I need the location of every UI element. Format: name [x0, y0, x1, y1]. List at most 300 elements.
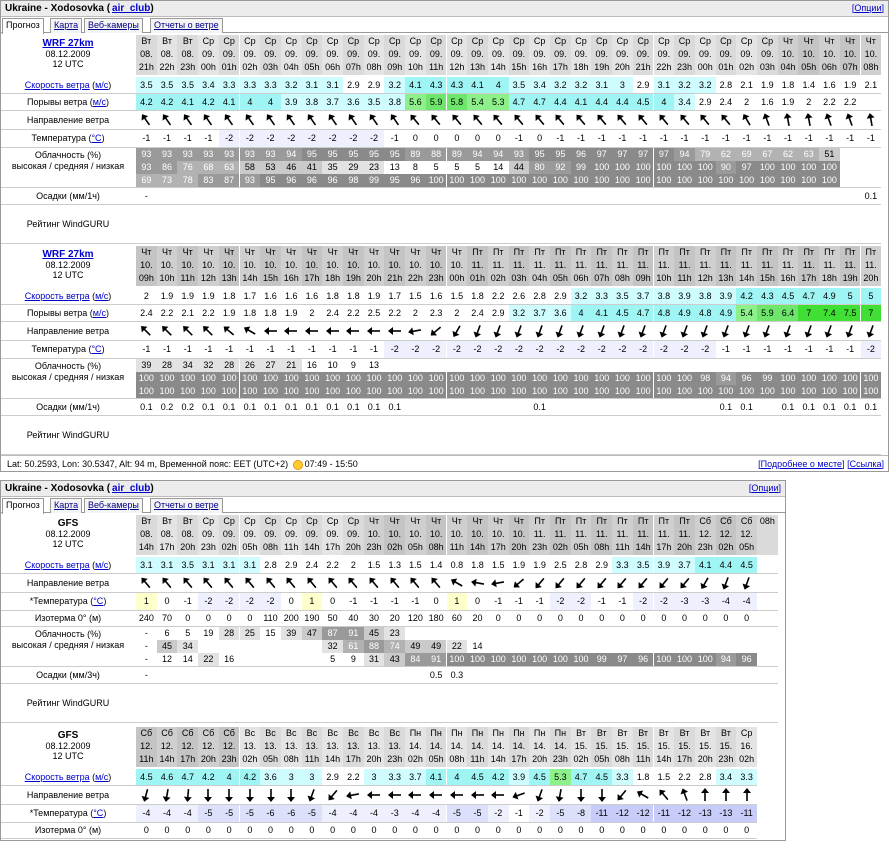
day-label: Вс	[265, 728, 276, 738]
wind-speed-link[interactable]: Скорость ветра	[24, 291, 90, 301]
wind-direction-label: Направление ветра	[26, 115, 110, 125]
day-label: Ср	[347, 516, 360, 526]
isotherm-cell: 120	[405, 611, 426, 626]
day-label: Ср	[595, 36, 608, 46]
precipitation-cell	[405, 667, 426, 683]
cloud-cover-cell: 100	[591, 385, 612, 398]
wind-speed-cell: 2.8	[529, 288, 550, 304]
windguru-rating-label: Рейтинг WindGURU	[26, 698, 110, 708]
wind-speed-cell: 3.4	[198, 77, 219, 93]
day-label: Ср	[285, 36, 297, 46]
panel-titlebar: Ukraine - Xodosovka ( air_club) [Опции]	[1, 1, 888, 17]
cloud-cover-cell: 9	[343, 653, 364, 666]
day-label: Сб	[740, 516, 753, 526]
temperature-cell: -2	[384, 341, 405, 358]
wind-direction-arrow-icon	[843, 113, 857, 127]
cloud-cover-cell: 100	[654, 653, 675, 666]
temperature-cell: -5	[302, 805, 323, 822]
time-header-cell	[488, 246, 509, 286]
day-label: Пн	[533, 728, 546, 738]
tab-wind-reports[interactable]: Отчеты о ветре	[150, 498, 223, 513]
temperature-cell: -4	[405, 805, 426, 822]
date-label: 09.	[264, 529, 277, 539]
hour-label: 14h	[138, 542, 154, 552]
day-label: Ср	[533, 36, 546, 46]
hour-label: 08h	[449, 754, 465, 764]
wind-direction-arrow-icon	[760, 324, 774, 338]
temperature-cell: -1	[405, 593, 426, 610]
precipitation-cell: 0.1	[364, 399, 385, 415]
day-label: Вт	[638, 728, 649, 738]
day-label: Пн	[554, 728, 567, 738]
isotherm-cell: 0	[674, 823, 695, 838]
cloud-cover-cell: 95	[384, 148, 405, 161]
wind-gusts-cell: 2	[736, 94, 757, 110]
wind-gusts-cell: 5.9	[757, 305, 778, 321]
wind-gusts-cell: 4.2	[157, 94, 178, 110]
cloud-cover-cell: 69	[136, 174, 157, 187]
more-about-spot-link[interactable]: [Подробнее о месте]	[758, 459, 845, 469]
time-header-cell	[488, 35, 509, 75]
day-label: Чт	[306, 247, 317, 257]
model-name-link[interactable]: GFS	[57, 518, 79, 529]
wind-gusts-cell: 3.6	[550, 305, 571, 321]
wind-direction-arrow-icon	[201, 324, 215, 338]
cloud-cover-cell: 63	[798, 148, 819, 161]
options-link[interactable]: [Опции]	[851, 3, 884, 13]
precipitation-cell	[302, 188, 323, 204]
units-link[interactable]: м/с	[95, 291, 109, 301]
wind-direction-arrow-icon	[388, 113, 402, 127]
cloud-cover-cell: 96	[281, 174, 302, 187]
wind-gusts-cell: 4.7	[509, 94, 530, 110]
link-link[interactable]: [Ссылка]	[847, 459, 884, 469]
wind-direction-arrow-icon	[678, 113, 692, 127]
precipitation-cell: 0.1	[716, 399, 737, 415]
isotherm-cell: 0	[447, 823, 468, 838]
temperature-label: Температура (°C)	[31, 133, 105, 143]
wind-direction-arrow-icon	[388, 576, 402, 590]
cloud-cover-cell: 100	[302, 385, 323, 398]
wind-speed-cell: 1.9	[757, 77, 778, 93]
time-header-cell	[384, 727, 405, 767]
wind-speed-cell: 2.6	[509, 288, 530, 304]
hour-label: 22h	[407, 273, 423, 283]
cloud-cover-cell: 27	[260, 359, 281, 372]
date-label: 09.	[471, 49, 484, 59]
wind-speed-cell: 3.1	[322, 77, 343, 93]
date-label: 09.	[616, 49, 629, 59]
isotherm-cell: 0	[488, 823, 509, 838]
cloud-cover-cell: 100	[509, 372, 530, 385]
cloud-cover-cell: 97	[633, 148, 654, 161]
hour-label: 13h	[221, 273, 237, 283]
date-label: 09.	[636, 49, 650, 59]
day-label: Вт	[141, 516, 152, 526]
units-link[interactable]: м/с	[95, 772, 109, 782]
temperature-cell: -1	[819, 341, 840, 358]
tab-wind-reports[interactable]: Отчеты о ветре	[150, 18, 223, 33]
temperature-cell: 0	[426, 130, 447, 147]
wind-direction-arrow-icon	[264, 576, 278, 590]
cloud-cover-cell: 100	[405, 372, 426, 385]
isotherm-cell: 110	[260, 611, 281, 626]
day-label: Чт	[182, 247, 193, 257]
wind-speed-cell: 3.4	[529, 77, 550, 93]
cloud-cover-cell: 73	[157, 174, 178, 187]
temperature-cell: 0	[488, 130, 509, 147]
temperature-cell: -1	[529, 593, 550, 610]
date-label: 14.	[450, 741, 464, 751]
hour-label: 02h	[739, 754, 755, 764]
time-header-cell	[302, 727, 323, 767]
model-info	[1, 246, 135, 286]
precipitation-cell	[591, 399, 612, 415]
row-separator	[1, 243, 881, 244]
model-name-link[interactable]: WRF 27km	[42, 249, 94, 260]
day-label: Ср	[761, 36, 774, 46]
day-label: Чт	[824, 36, 835, 46]
wind-speed-cell: 3	[281, 769, 302, 785]
date-label: 10.	[429, 260, 443, 270]
hour-label: 05h	[594, 754, 610, 764]
cloud-cover-cell: 100	[467, 653, 488, 666]
temperature-cell: -2	[529, 805, 550, 822]
temperature-cell: -1	[364, 341, 385, 358]
hour-label: 23h	[718, 754, 734, 764]
date-label: 09.	[512, 49, 526, 59]
cloud-cover-cell: 67	[757, 148, 778, 161]
precipitation-cell: 0.1	[343, 399, 364, 415]
wind-direction-arrow-icon	[843, 324, 857, 338]
wind-direction-arrow-icon	[512, 113, 526, 127]
hour-label: 08h	[594, 542, 610, 552]
wind-gusts-cell: 4	[260, 94, 281, 110]
hour-label: 06h	[325, 62, 341, 72]
wind-direction-arrow-icon	[719, 576, 733, 590]
wind-speed-link[interactable]: Скорость ветра	[24, 772, 90, 782]
temperature-cell: -2	[488, 805, 509, 822]
time-header-cell	[281, 515, 302, 555]
wind-speed-cell: 4.5	[736, 557, 757, 573]
precipitation-cell: 0.3	[447, 667, 468, 683]
isotherm-cell: 60	[447, 611, 468, 626]
day-label: Чт	[803, 36, 814, 46]
temperature-cell: -2	[695, 341, 716, 358]
temperature-cell: -1	[240, 341, 261, 358]
time-header-cell	[674, 246, 695, 286]
precipitation-cell	[343, 188, 364, 204]
wind-direction-arrow-icon	[491, 576, 505, 590]
wind-speed-cell: 3.3	[384, 769, 405, 785]
cloud-cover-cell: 23	[364, 161, 385, 174]
sun-icon	[293, 460, 303, 470]
wind-speed-cell: 3.1	[136, 557, 157, 573]
wind-direction-arrow-icon	[553, 576, 567, 590]
cloud-cover-cell: 95	[384, 174, 405, 187]
hour-label: 04h	[532, 273, 548, 283]
time-header-cell	[219, 35, 240, 75]
cloud-cover-cell: 22	[447, 640, 468, 653]
hour-label: 17h	[511, 754, 527, 764]
isotherm-cell: 0	[177, 823, 198, 838]
cloud-cover-cell: 95	[364, 148, 385, 161]
time-header-cell	[819, 35, 840, 75]
wind-direction-arrow-icon	[222, 788, 236, 802]
day-label: Ср	[285, 516, 297, 526]
cloud-cover-cell: 99	[591, 653, 612, 666]
isotherm-cell: 0	[716, 611, 737, 626]
wind-direction-arrow-icon	[408, 324, 422, 338]
wind-direction-arrow-icon	[326, 324, 340, 338]
time-header-cell	[840, 35, 861, 75]
cloud-cover-cell: 45	[364, 627, 385, 640]
temperature-cell: -1	[509, 593, 530, 610]
cloud-cover-cell: 93	[240, 174, 261, 187]
wind-gusts-cell: 4	[240, 94, 261, 110]
tab-map[interactable]: Карта	[50, 18, 82, 33]
cloud-cover-cell: 94	[674, 148, 695, 161]
wind-gusts-cell: 2.4	[136, 305, 157, 321]
isotherm-cell: 0	[364, 823, 385, 838]
date-label: 12.	[222, 741, 236, 751]
date-label: 10.	[843, 49, 857, 59]
cloud-cover-cell: 96	[571, 148, 592, 161]
units-link[interactable]: °C	[93, 596, 104, 606]
hour-label: 02h	[387, 542, 403, 552]
time-header-cell	[716, 515, 737, 555]
club-link[interactable]: air_club	[112, 3, 151, 14]
wind-speed-cell: 3.3	[260, 77, 281, 93]
wind-direction-arrow-icon	[595, 324, 609, 338]
isotherm-cell: 0	[633, 823, 654, 838]
isotherm-cell: 0	[177, 611, 198, 626]
wind-direction-arrow-icon	[326, 788, 340, 802]
temperature-cell: -1	[716, 341, 737, 358]
wind-direction-arrow-icon	[533, 324, 547, 338]
day-label: Пт	[720, 247, 732, 257]
date-label: 09.	[202, 49, 215, 59]
hour-label: 23h	[221, 754, 237, 764]
temperature-cell: -2	[322, 130, 343, 147]
wind-speed-link[interactable]: Скорость ветра	[24, 80, 90, 90]
wind-direction-arrow-icon	[408, 788, 422, 802]
units-link[interactable]: м/с	[95, 80, 109, 90]
day-label: Ср	[699, 36, 711, 46]
date-label: 11.	[740, 260, 753, 270]
date-label: 11.	[616, 260, 629, 270]
temperature-cell: -1	[674, 130, 695, 147]
wind-direction-arrow-icon	[471, 113, 485, 127]
date-label: 11.	[575, 260, 587, 270]
options-link[interactable]: [Опции]	[748, 483, 781, 493]
cloud-cover-cell: 21	[281, 359, 302, 372]
cloud-cover-cell: 100	[426, 385, 447, 398]
temperature-cell: -1	[343, 341, 364, 358]
wind-gusts-cell: 4.7	[633, 305, 654, 321]
wind-direction-arrow-icon	[181, 576, 195, 590]
temperature-cell: -1	[260, 341, 281, 358]
forecast-utc: 12 UTC	[52, 59, 84, 69]
day-label: Ср	[244, 36, 256, 46]
wind-speed-link[interactable]: Скорость ветра	[24, 560, 90, 570]
model-name-link[interactable]: WRF 27km	[42, 38, 94, 49]
wind-direction-arrow-icon	[284, 113, 298, 127]
tab-webcams[interactable]: Веб-камеры	[84, 18, 143, 33]
units-link[interactable]: °C	[93, 808, 104, 818]
wind-direction-arrow-icon	[595, 113, 609, 127]
temperature-label: *Температура (°C)	[29, 808, 107, 818]
wind-direction-arrow-icon	[139, 788, 153, 802]
units-link[interactable]: м/с	[92, 97, 106, 107]
isotherm-cell: 180	[426, 611, 447, 626]
date-label: 13.	[388, 741, 401, 751]
time-header-cell	[343, 35, 364, 75]
wind-direction-arrow-icon	[367, 576, 381, 590]
temperature-cell: -2	[260, 593, 281, 610]
wind-direction-arrow-icon	[698, 576, 712, 590]
cloud-cover-cell: 100	[571, 385, 592, 398]
hour-label: 17h	[180, 754, 196, 764]
wind-direction-arrow-icon	[678, 324, 692, 338]
cloud-cover-cell: 94	[467, 148, 488, 161]
club-link[interactable]: air_club	[112, 483, 151, 494]
cloud-cover-cell: 100	[364, 385, 385, 398]
cloud-cover-cell: 100	[633, 372, 654, 385]
precipitation-cell	[716, 188, 737, 204]
cloud-label-line2: высокая / средняя / низкая	[11, 372, 125, 382]
hour-label: 20h	[345, 542, 361, 552]
date-label: 14.	[429, 741, 443, 751]
isotherm-cell: 0	[550, 823, 571, 838]
tab-bar	[1, 497, 785, 513]
date-label: 12.	[740, 529, 753, 539]
cloud-cover-cell: 100	[550, 385, 571, 398]
temperature-cell: 0	[467, 593, 488, 610]
wind-speed-cell: 1.9	[157, 288, 178, 304]
time-header-cell	[633, 727, 654, 767]
day-label: Чт	[327, 247, 338, 257]
wind-direction-arrow-icon	[595, 788, 609, 802]
wind-gusts-cell: 4.4	[550, 94, 571, 110]
day-label: Пт	[637, 247, 649, 257]
time-header-cell	[240, 246, 261, 286]
wind-gusts-cell: 4.5	[633, 94, 654, 110]
temperature-cell: -6	[281, 805, 302, 822]
time-header-cell	[819, 246, 840, 286]
day-label: Пт	[782, 247, 794, 257]
temperature-cell: -5	[219, 805, 240, 822]
hour-label: 08h	[283, 754, 299, 764]
date-label: 08.	[140, 49, 153, 59]
windguru-rating-label: Рейтинг WindGURU	[26, 430, 110, 440]
day-label: Вс	[285, 728, 297, 738]
time-header-cell	[447, 515, 468, 555]
time-header-cell	[736, 35, 757, 75]
cloud-cover-cell: 100	[591, 161, 612, 174]
day-label: Вт	[617, 728, 628, 738]
temperature-cell: -5	[467, 805, 488, 822]
date-label: 15.	[719, 741, 733, 751]
wind-speed-cell: 3.9	[716, 288, 737, 304]
cloud-cover-cell: 22	[198, 653, 219, 666]
day-label: Пт	[637, 516, 649, 526]
temperature-cell: -1	[736, 341, 757, 358]
date-label: 10.	[222, 260, 236, 270]
wind-direction-arrow-icon	[181, 113, 195, 127]
wind-gusts-cell: 4.4	[612, 94, 633, 110]
wind-speed-cell: 1.6	[302, 288, 323, 304]
cloud-cover-cell: 62	[778, 148, 799, 161]
hour-label: 07h	[594, 273, 610, 283]
units-link[interactable]: °C	[91, 344, 102, 354]
units-link[interactable]: м/с	[95, 560, 109, 570]
precipitation-cell	[674, 667, 695, 683]
day-label: Пт	[472, 247, 483, 257]
temperature-cell: 0	[447, 130, 468, 147]
temperature-cell: -1	[488, 593, 509, 610]
wind-speed-cell: 4.3	[757, 288, 778, 304]
temperature-cell: -2	[447, 341, 468, 358]
day-label: Чт	[493, 516, 504, 526]
cloud-cover-cell: 46	[281, 161, 302, 174]
cloud-cover-cell: 86	[157, 161, 178, 174]
wind-direction-arrow-icon	[698, 113, 712, 127]
cloud-cover-cell: 100	[529, 372, 550, 385]
tab-forecast[interactable]: Прогноз	[2, 498, 44, 514]
day-label: Вт	[658, 728, 669, 738]
hour-label: 14h	[325, 754, 341, 764]
time-header-cell	[302, 515, 323, 555]
wind-speed-cell: 3.3	[591, 288, 612, 304]
wind-speed-cell: 1.5	[405, 557, 426, 573]
date-label: 11.	[533, 529, 546, 539]
temperature-cell: -2	[550, 593, 571, 610]
cloud-cover-cell: 100	[819, 174, 840, 187]
temperature-cell: -1	[384, 593, 405, 610]
cloud-cover-cell: 100	[612, 174, 633, 187]
model-name-link[interactable]: GFS	[57, 730, 79, 741]
cloud-cover-cell: 100	[281, 372, 302, 385]
cloud-cover-cell: 62	[716, 148, 737, 161]
cloud-cover-cell: 100	[571, 372, 592, 385]
hour-label: 12h	[200, 273, 216, 283]
cloud-cover-cell: 100	[447, 372, 468, 385]
wind-direction-arrow-icon	[222, 324, 236, 338]
precipitation-cell	[778, 188, 799, 204]
units-link[interactable]: °C	[91, 133, 102, 143]
day-label: Вс	[368, 728, 380, 738]
tab-map[interactable]: Карта	[50, 498, 82, 513]
cloud-cover-cell: 100	[384, 385, 405, 398]
isotherm-cell: 0	[612, 611, 633, 626]
wind-direction-arrow-icon	[864, 324, 878, 338]
tab-forecast[interactable]: Прогноз	[2, 18, 44, 34]
date-label: 10.	[781, 49, 795, 59]
time-header-cell	[550, 515, 571, 555]
time-header-cell	[405, 246, 426, 286]
date-label: 09.	[761, 49, 774, 59]
tab-webcams[interactable]: Веб-камеры	[84, 498, 143, 513]
temperature-cell: -1	[302, 341, 323, 358]
temperature-cell: -1	[571, 130, 592, 147]
cloud-cover-cell: 23	[384, 627, 405, 640]
wind-speed-cell: 1.7	[240, 288, 261, 304]
time-header-cell	[509, 727, 530, 767]
units-link[interactable]: м/с	[92, 308, 106, 318]
precipitation-cell	[281, 667, 302, 683]
day-label: Вт	[679, 728, 690, 738]
